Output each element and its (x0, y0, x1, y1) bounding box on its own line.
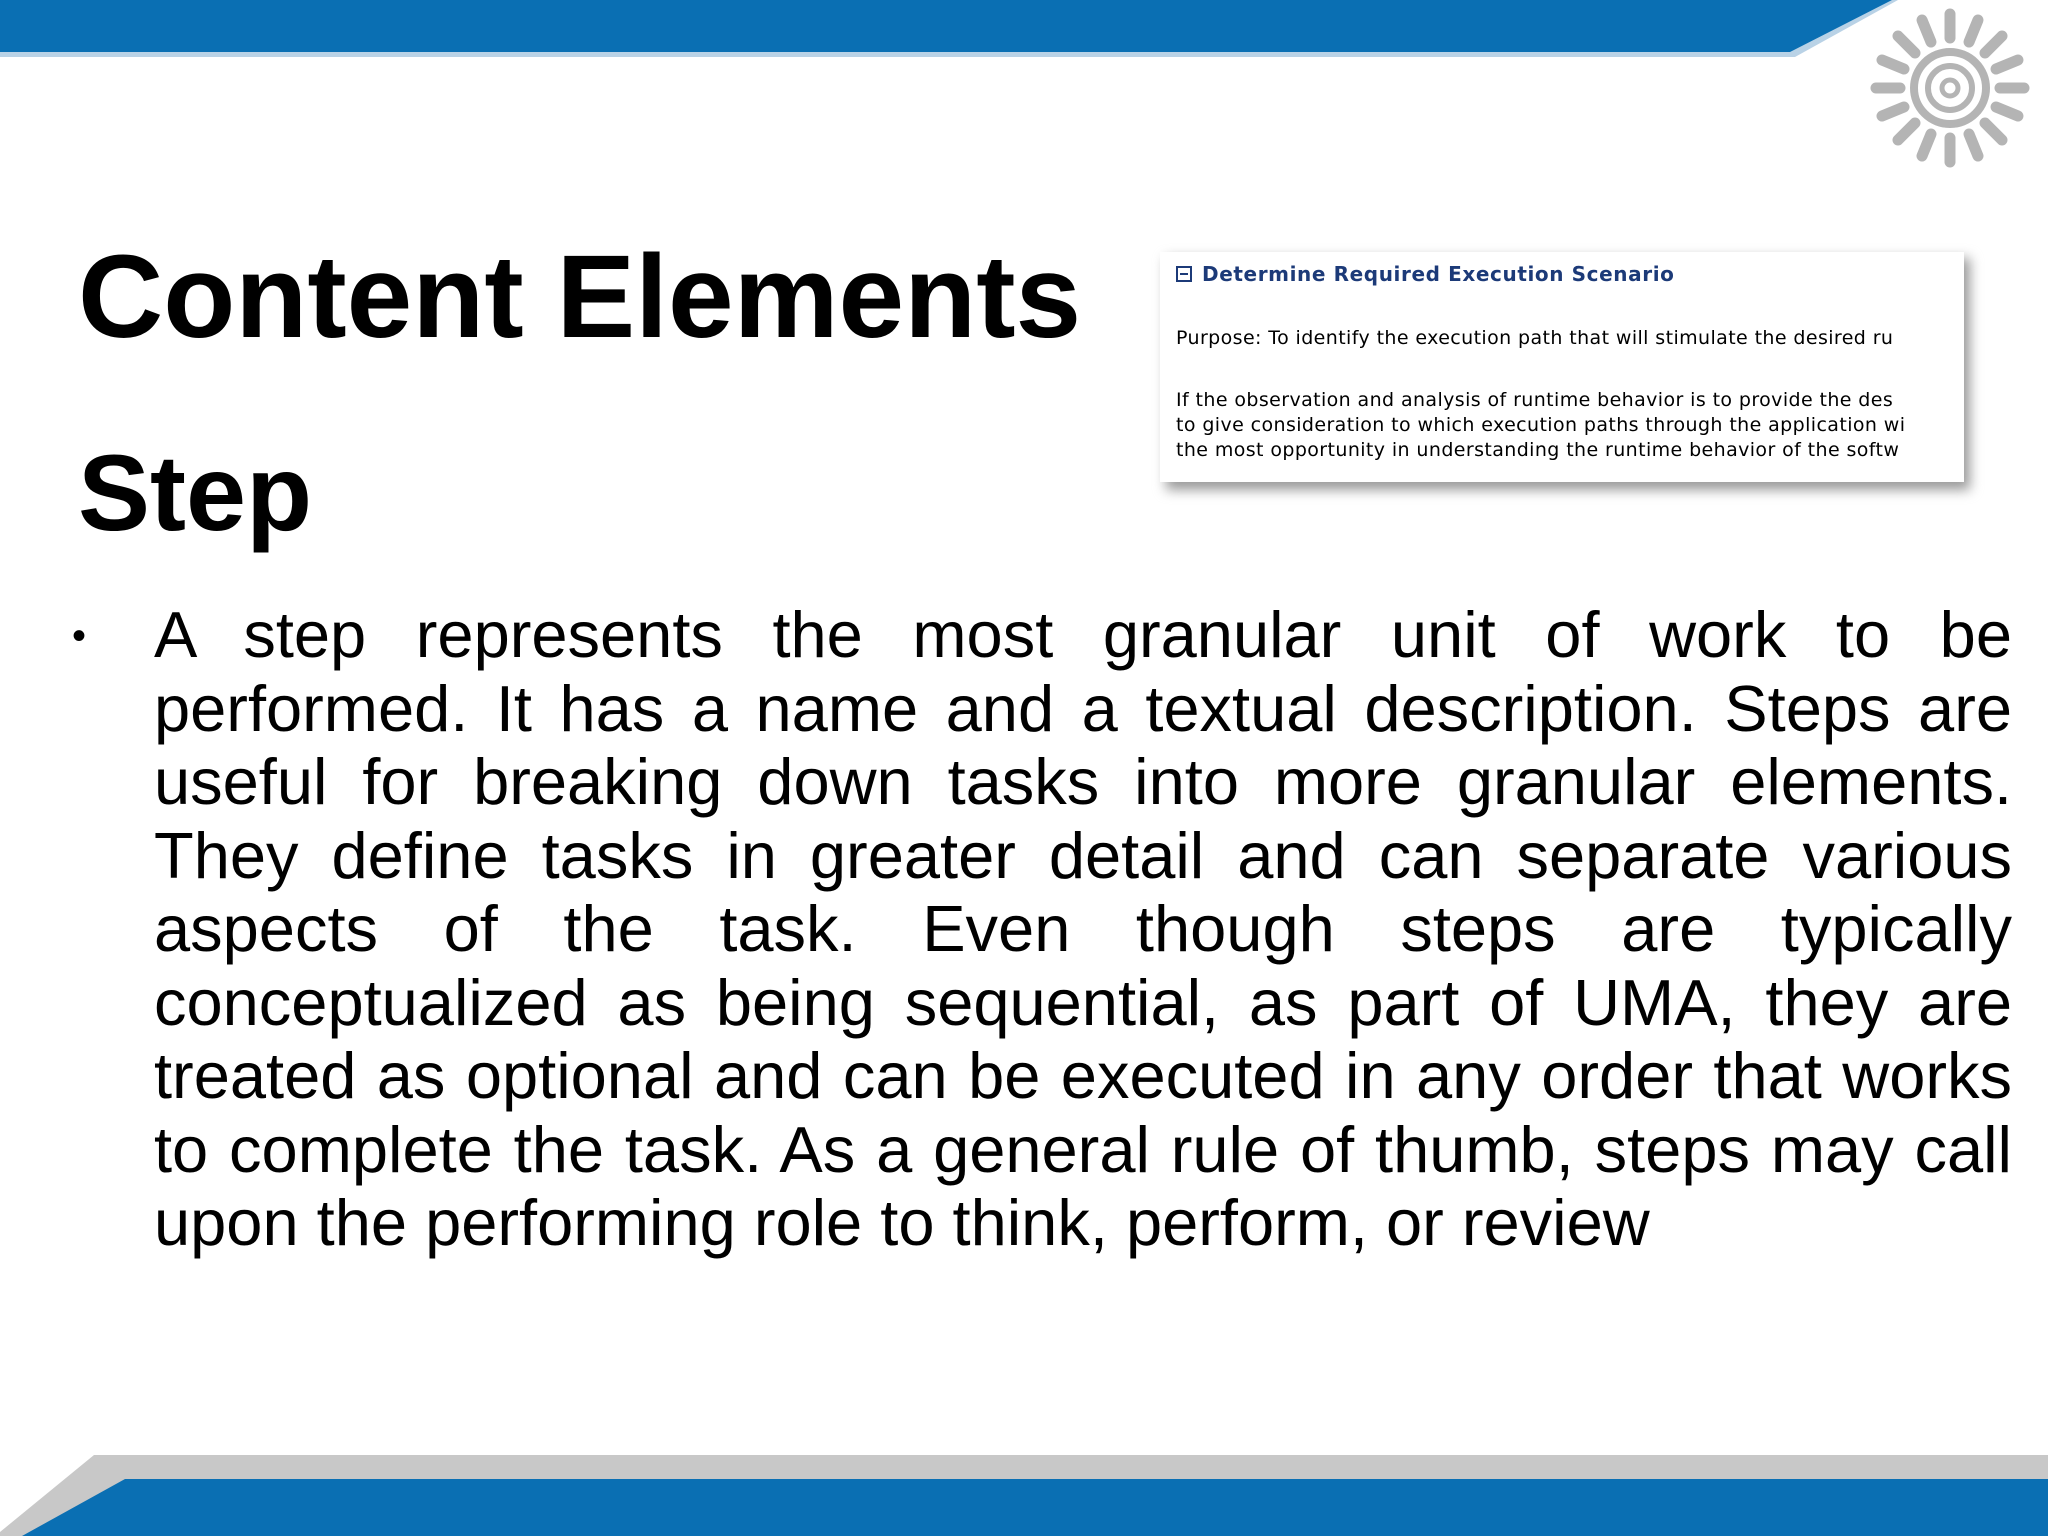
top-header-band (0, 0, 2048, 62)
inset-description-line: to give consideration to which execution paths through the application wi (1176, 414, 1906, 436)
inset-description-line: the most opportunity in understanding the runtime behavior of the softw (1176, 439, 1900, 461)
bottom-footer-band (0, 1455, 2048, 1536)
bullet-text: A step represents the most granular unit of work to be performed. It has a name and a textual description. Steps are useful for breaking down tasks into more granular elements. They define tasks in greater detail and can separate various aspects of the task. Even though steps are typically conceptualized as being sequential, as part of UMA, they are treated as optional and can be executed in any order that works to complete the task. As a general rule of thumb, steps may call upon the performing role to think, perform, or review (154, 598, 2012, 1259)
inset-description (1176, 388, 1905, 463)
inset-screenshot (1160, 252, 1964, 482)
inset-description-line: If the observation and analysis of runtime behavior is to provide the des (1176, 389, 1894, 411)
slide-subtitle: Step (78, 432, 313, 553)
bullet-marker: • (72, 614, 87, 658)
collapse-minus-icon (1176, 266, 1192, 282)
sun-logo-icon (1858, 0, 2048, 170)
inset-purpose: Purpose: To identify the execution path that will stimulate the desired ru (1176, 327, 1894, 349)
inset-header (1176, 262, 1675, 286)
inset-title: Determine Required Execution Scenario (1202, 262, 1675, 286)
slide-title: Content Elements (78, 231, 1082, 363)
